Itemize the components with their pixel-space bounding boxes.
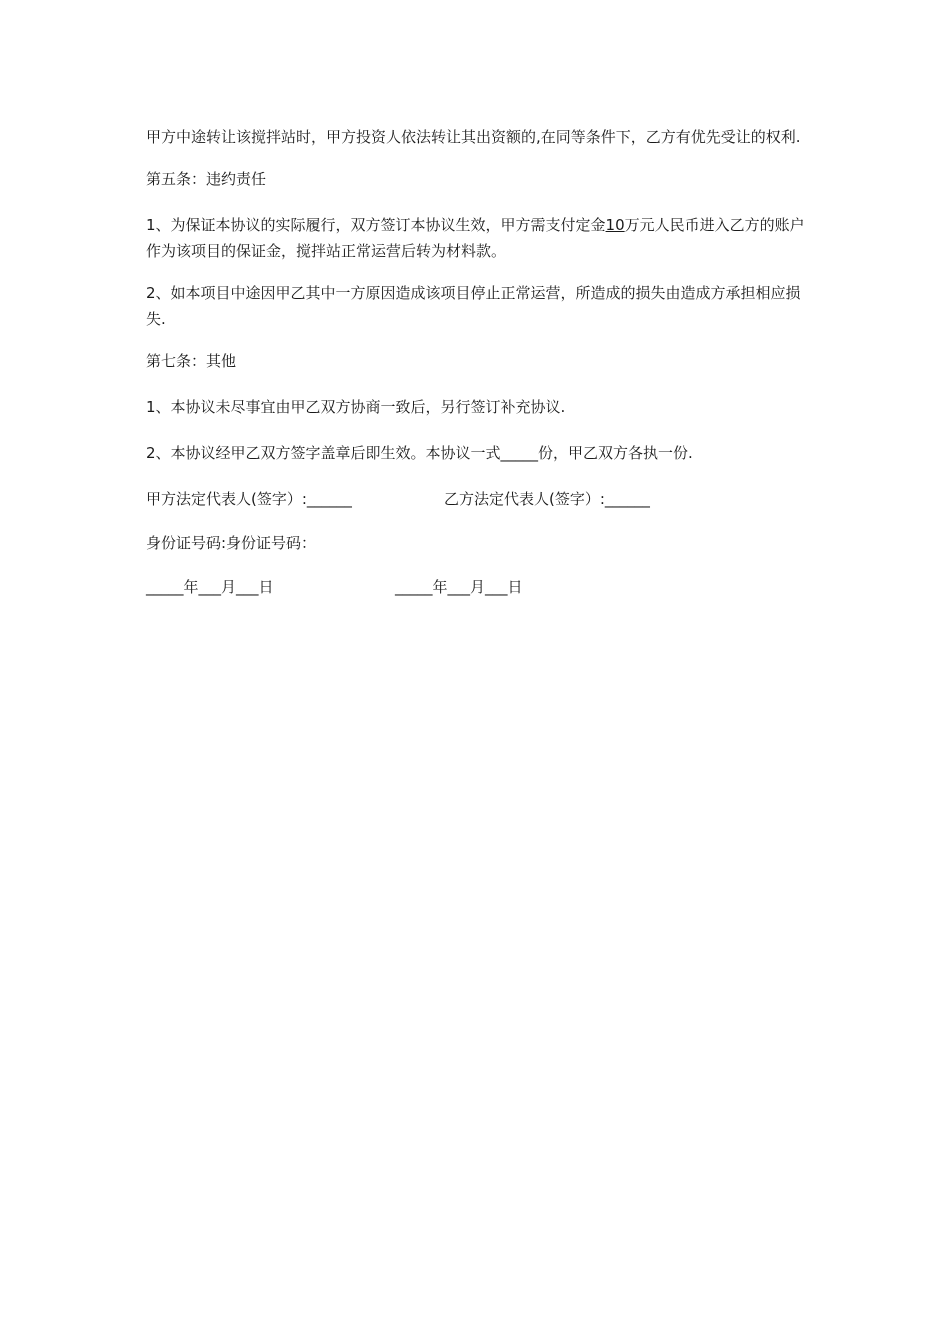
party-a-signature: 甲方法定代表人(签字）:______ <box>146 490 352 508</box>
party-b-signature: 乙方法定代表人(签字）:______ <box>444 490 650 508</box>
article-5-item-1-text-b: 万元人民币进入乙方的账户作为该项目的保证金，搅拌站正常运营后转为材料款。 <box>146 216 805 260</box>
deposit-amount: 10 <box>605 216 625 234</box>
article-5-title: 第五条：违约责任 <box>146 170 267 188</box>
party-a-date: _____年___月___日 <box>146 578 274 596</box>
article-5-item-1 <box>146 212 808 264</box>
article-7-item-1: 1、本协议未尽事宜由甲乙双方协商一致后，另行签订补充协议. <box>146 398 566 416</box>
article-7-item-2: 2、本协议经甲乙双方签字盖章后即生效。本协议一式_____份，甲乙双方各执一份. <box>146 444 693 462</box>
date-row <box>146 574 808 600</box>
signature-row <box>146 486 808 512</box>
article-5-item-1-text-a: 1、为保证本协议的实际履行，双方签订本协议生效，甲方需支付定金 <box>146 216 606 234</box>
document-body <box>146 124 808 618</box>
article-5-item-2: 2、如本项目中途因甲乙其中一方原因造成该项目停止正常运营，所造成的损失由造成方承担相应损失. <box>146 284 801 328</box>
article-7-title: 第七条：其他 <box>146 352 237 370</box>
id-number-labels: 身份证号码:身份证号码： <box>146 534 317 552</box>
party-b-date: _____年___月___日 <box>395 578 523 596</box>
paragraph-transfer-right: 甲方中途转让该搅拌站时，甲方投资人依法转让其出资额的,在同等条件下，乙方有优先受让的权利. <box>146 128 801 146</box>
id-number-row <box>146 530 808 556</box>
